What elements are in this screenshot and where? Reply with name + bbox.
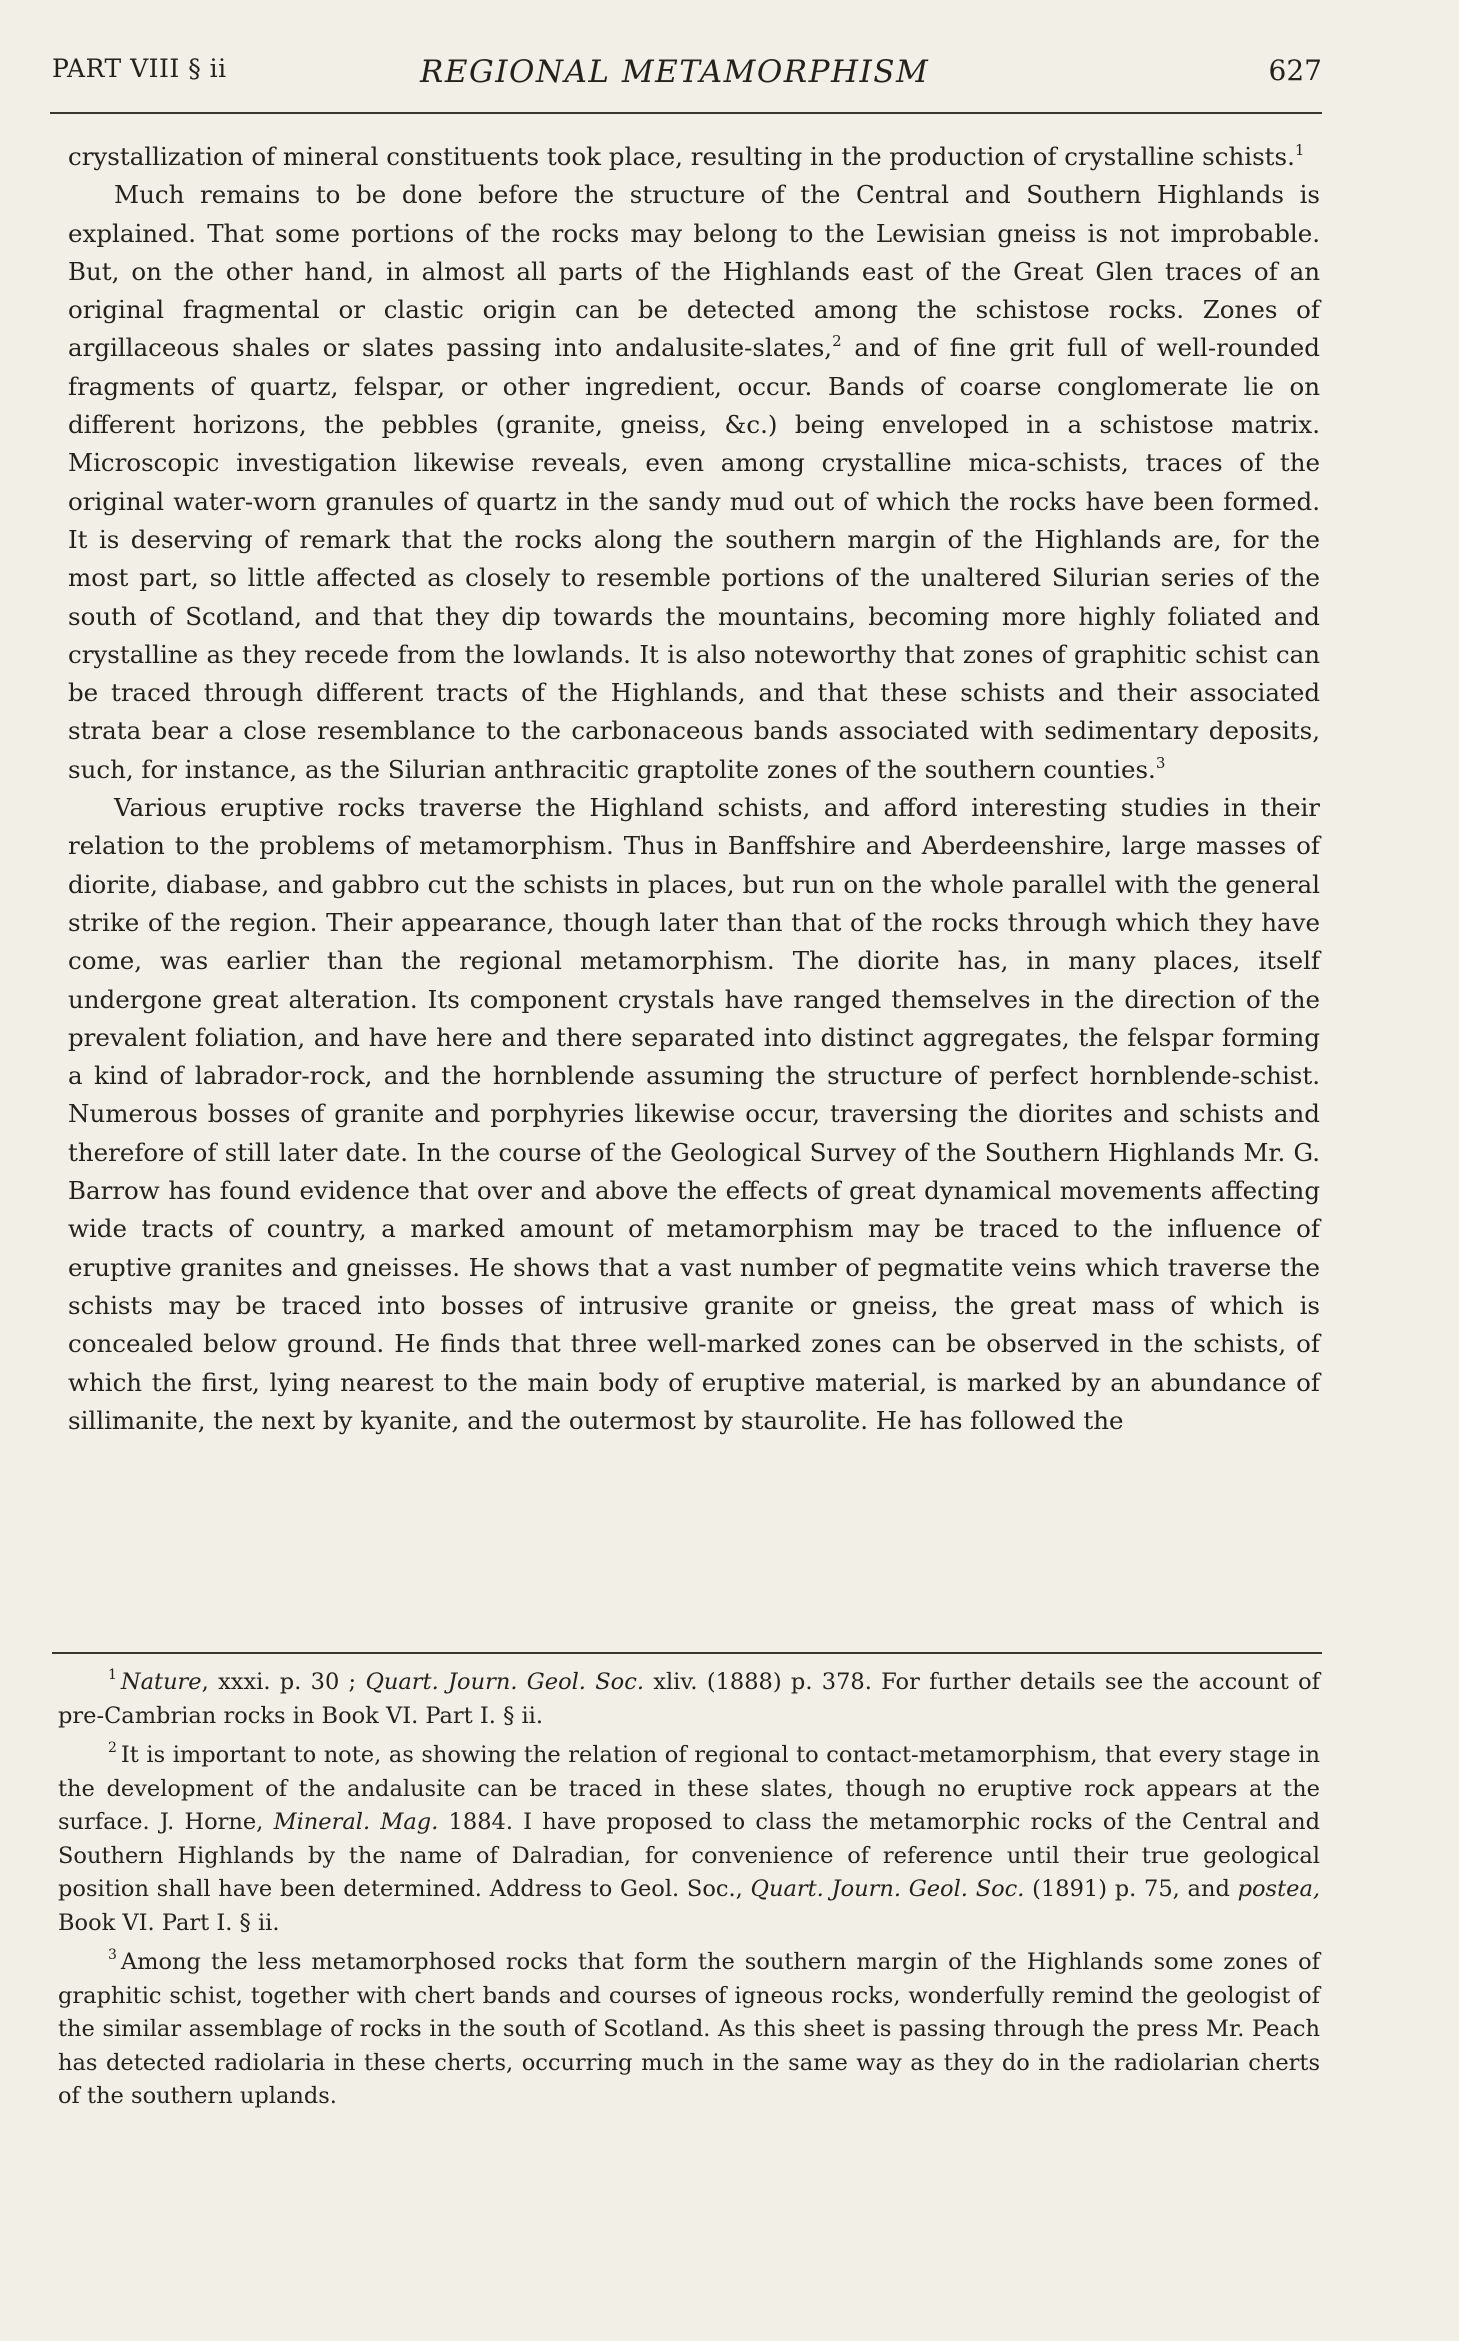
page-number: 627 [1268,54,1322,87]
footnote-3: $^3$ Among the less metamorphosed rocks that form the southern margin of the Highlands some zones of graphitic schist, together with chert bands and courses of igneous rocks, wonderfully remind the geologist of the similar assemblage of rocks in the south of Scotland. As this sheet is passing through the press Mr. Peach has detected radiolaria in these cherts, occurring much in the same way as they do in the radiolarian cherts of the southern uplands. [58,1947,1320,2109]
paragraph-3: Various eruptive rocks traverse the Highland schists, and afford interesting studies in their relation to the problems of metamorphism. Thus in Banffshire and Aberdeenshire, large masses of diorite, diabase, and gabbro cut the schists in places, but run on the whole parallel with the general strike of the region. Their appearance, though later than that of the rocks through which they have come, was earlier than the regional metamorphism. The diorite has, in many places, itself undergone great alteration. Its component crystals have ranged themselves in the direction of the prevalent foliation, and have here and there separated into distinct aggregates, the felspar forming a kind of labrador-rock, and the hornblende assuming the structure of perfect hornblende-schist. Numerous bosses of granite and porphyries likewise occur, traversing the diorites and schists and therefore of still later date. In the course of the Geological Survey of the Southern Highlands Mr. G. Barrow has found evidence that over and above the effects of great dynamical movements affecting wide tracts of country, a marked amount of metamorphism may be traced to the influence of eruptive granites and gneisses. He shows that a vast number of pegmatite veins which traverse the schists may be traced into bosses of intrusive granite or gneiss, the great mass of which is concealed below ground. He finds that three well-marked zones can be observed in the schists, of which the first, lying nearest to the main body of eruptive material, is marked by an abundance of sillimanite, the next by kyanite, and the outermost by staurolite. He has followed the [68,793,1320,1435]
paragraph-2: Much remains to be done before the structure of the Central and Southern Highlands is explained. That some portions of the rocks may belong to the Lewisian gneiss is not improbable. But, on the other hand, in almost all parts of the Highlands east of the Great Glen traces of an original fragmental or clastic origin can be detected among the schistose rocks. Zones of argillaceous shales or slates passing into andalusite-slates,$^2$ and of fine grit full of well-rounded fragments of quartz, felspar, or other ingredient, occur. Bands of coarse conglomerate lie on different horizons, the pebbles (granite, gneiss, &c.) being enveloped in a schistose matrix. Microscopic investigation likewise reveals, even among crystalline mica-schists, traces of the original water-worn granules of quartz in the sandy mud out of which the rocks have been formed. It is deserving of remark that the rocks along the southern margin of the Highlands are, for the most part, so little affected as closely to resemble portions of the unaltered Silurian series of the south of Scotland, and that they dip towards the mountains, becoming more highly foliated and crystalline as they recede from the lowlands. It is also noteworthy that zones of graphitic schist can be traced through different tracts of the Highlands, and that these schists and their associated strata bear a close resemblance to the carbonaceous bands associated with sedimentary deposits, such, for instance, as the Silurian anthracitic graptolite zones of the southern counties.$^3$ [68,180,1320,784]
footnote-1: $^1$ Nature, xxxi. p. 30 ; Quart. Journ. Geol. Soc. xliv. (1888) p. 378. For further details see the account of pre-Cambrian rocks in Book VI. Part I. § ii. [58,1667,1320,1729]
footnotes [58,1666,1320,2120]
part-section-label: PART VIII § ii [52,54,227,83]
running-header [52,54,1322,98]
running-title: REGIONAL METAMORPHISM [420,54,930,90]
footnote-rule [52,1652,1322,1654]
footnote-ref-3: 3 [1155,753,1166,772]
paragraph-1: crystallization of mineral constituents took place, resulting in the production of crystalline schists.$^1$ [68,141,1305,171]
footnote-ref-2: 2 [832,332,842,351]
footnote-2: $^2$ It is important to note, as showing the relation of regional to contact-metamorphism, that every stage in the development of the andalusite can be traced in these slates, though no eruptive rock appears at the surface. J. Horne, Mineral. Mag. 1884. I have proposed to class the metamorphic rocks of the Central and Southern Highlands by the name of Dalradian, for convenience of reference until their true geological position shall have been determined. Address to Geol. Soc., Quart. Journ. Geol. Soc. (1891) p. 75, and postea, Book VI. Part I. § ii. [58,1740,1321,1936]
footnote-ref-1: 1 [1294,141,1305,159]
body-text [68,138,1320,1440]
header-rule [50,112,1322,114]
